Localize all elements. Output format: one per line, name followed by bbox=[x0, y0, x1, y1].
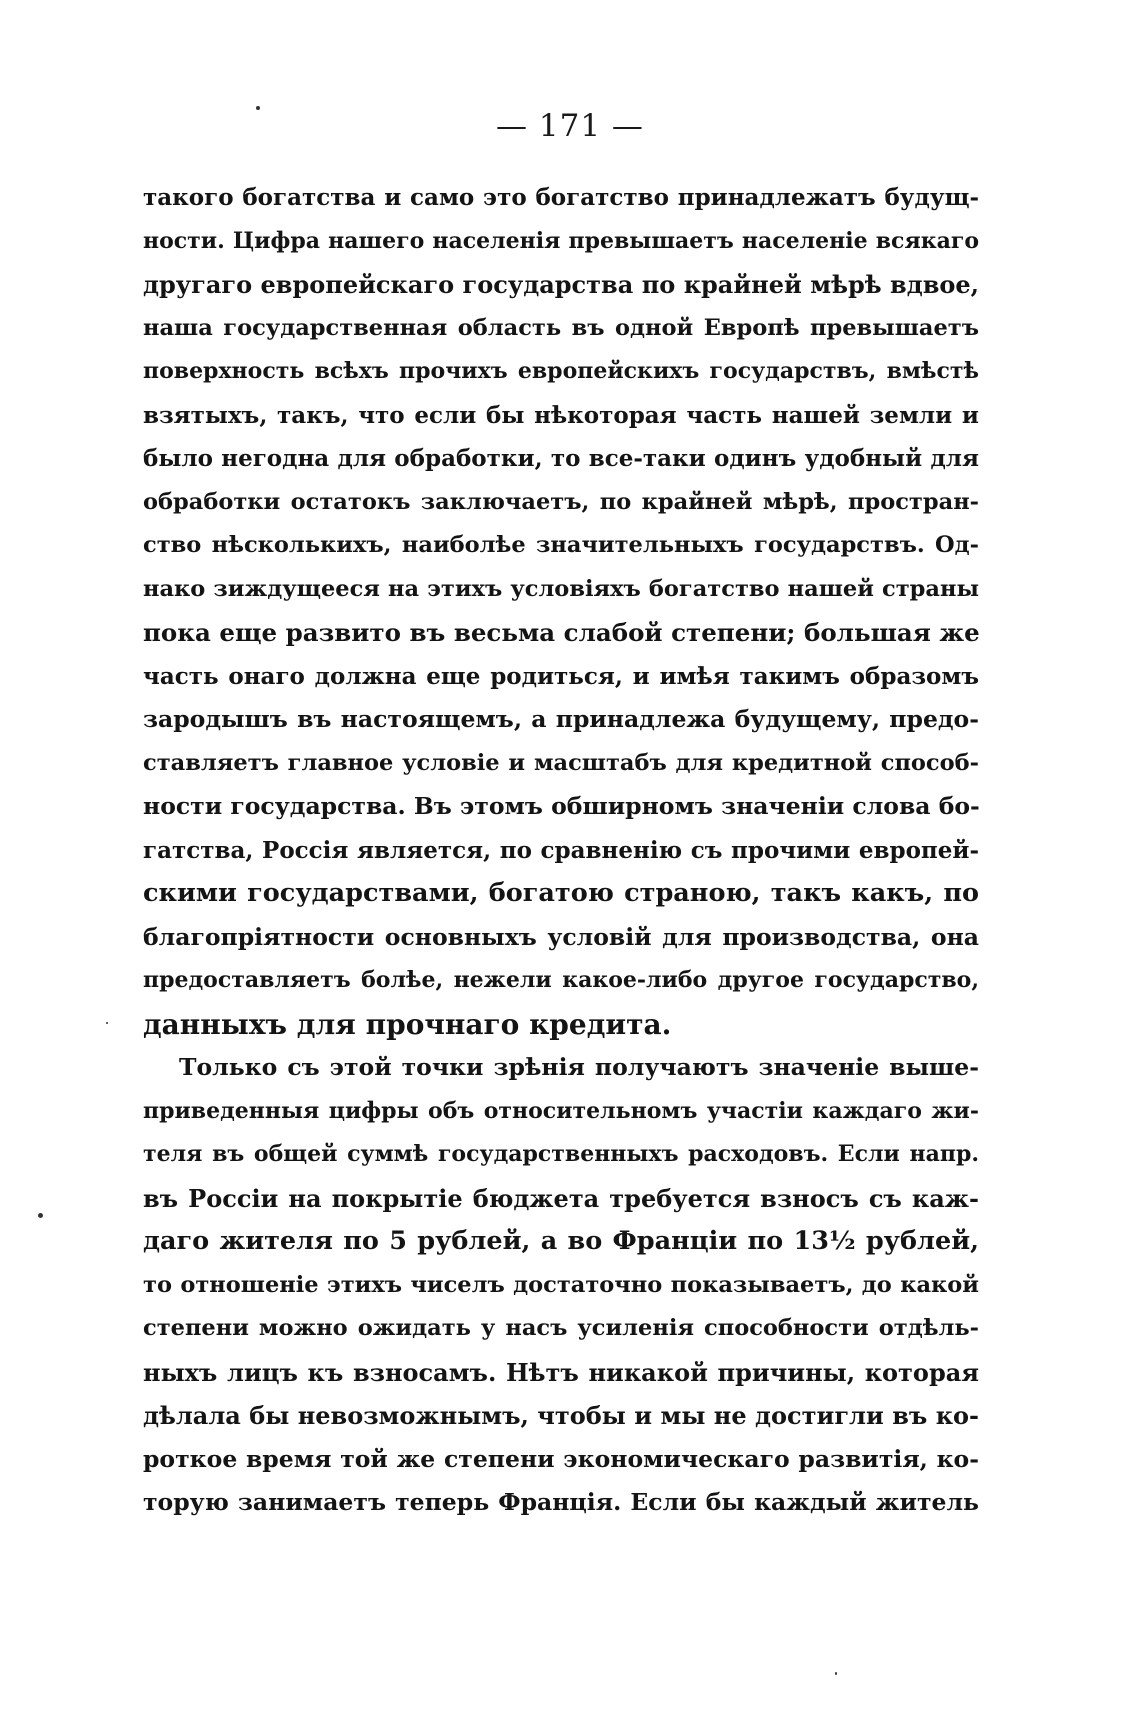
text-line: данныхъ для прочнаго кредита. bbox=[143, 1007, 672, 1041]
text-line: ныхъ лицъ къ взносамъ. Нѣтъ никакой причины, которая bbox=[143, 1357, 979, 1387]
text-line: скими государствами, богатою страною, такъ какъ, по bbox=[143, 878, 979, 908]
scan-speck bbox=[38, 1213, 43, 1218]
text-line: наша государственная область въ одной Европѣ превышаетъ bbox=[143, 314, 979, 341]
scan-speck bbox=[106, 1022, 108, 1024]
text-line: ности. Цифра нашего населенія превышаетъ населеніе всякаго bbox=[143, 227, 979, 254]
text-line: въ Россіи на покрытіе бюджета требуется взносъ съ каж- bbox=[143, 1183, 979, 1213]
text-line: ставляетъ главное условіе и масштабъ для кредитной способ- bbox=[143, 749, 979, 776]
text-line: нако зиждущееся на этихъ условіяхъ богатство нашей страны bbox=[143, 575, 979, 602]
text-line: такого богатства и само это богатство принадлежатъ будущ- bbox=[143, 184, 979, 211]
text-line: торую занимаетъ теперь Франція. Если бы каждый житель bbox=[143, 1488, 979, 1516]
scan-speck bbox=[835, 1672, 837, 1675]
paragraph-2 bbox=[143, 1046, 979, 1525]
text-line: степени можно ожидать у насъ усиленія способности отдѣль- bbox=[143, 1315, 979, 1341]
body-text bbox=[143, 176, 979, 1525]
text-line: другаго европейскаго государства по крайней мѣрѣ вдвое, bbox=[143, 270, 979, 299]
text-line: гатства, Россія является, по сравненію съ прочими европей- bbox=[143, 836, 979, 864]
text-line: Только съ этой точки зрѣнія получаютъ значеніе выше- bbox=[179, 1053, 979, 1081]
text-line: обработки остатокъ заключаетъ, по крайней мѣрѣ, простран- bbox=[143, 488, 979, 515]
text-line: то отношеніе этихъ чиселъ достаточно показываетъ, до какой bbox=[143, 1271, 979, 1298]
text-line: дѣлала бы невозможнымъ, чтобы и мы не достигли въ ко- bbox=[143, 1401, 979, 1430]
paragraph-1 bbox=[143, 176, 979, 1046]
text-line: приведенныя цифры объ относительномъ участіи каждаго жи- bbox=[143, 1097, 979, 1124]
text-line: было негодна для обработки, то все-таки одинъ удобный для bbox=[143, 445, 979, 472]
page-number: — 171 — bbox=[496, 108, 644, 144]
text-line: поверхность всѣхъ прочихъ европейскихъ государствъ, вмѣстѣ bbox=[143, 358, 979, 384]
text-line: благопріятности основныхъ условій для производства, она bbox=[143, 922, 979, 951]
text-line: ности государства. Въ этомъ обширномъ значеніи слова бо- bbox=[143, 792, 980, 820]
text-line: роткое время той же степени экономическаго развитія, ко- bbox=[143, 1444, 979, 1473]
text-line: предоставляетъ болѣе, нежели какое-либо другое государство, bbox=[143, 967, 979, 993]
text-line: взятыхъ, такъ, что если бы нѣкоторая часть нашей земли и bbox=[143, 401, 979, 429]
text-line: часть онаго должна еще родиться, и имѣя такимъ образомъ bbox=[143, 662, 979, 690]
text-line: пока еще развито въ весьма слабой степени; большая же bbox=[143, 618, 980, 647]
scan-speck bbox=[256, 106, 260, 110]
text-line: зародышъ въ настоящемъ, а принадлежа будущему, предо- bbox=[143, 705, 979, 733]
text-line: теля въ общей суммѣ государственныхъ расходовъ. Если напр. bbox=[143, 1141, 979, 1167]
text-line: даго жителя по 5 рублей, а во Франціи по 13½ рублей, bbox=[143, 1226, 979, 1256]
text-line: ство нѣсколькихъ, наиболѣе значительныхъ государствъ. Од- bbox=[143, 532, 979, 558]
